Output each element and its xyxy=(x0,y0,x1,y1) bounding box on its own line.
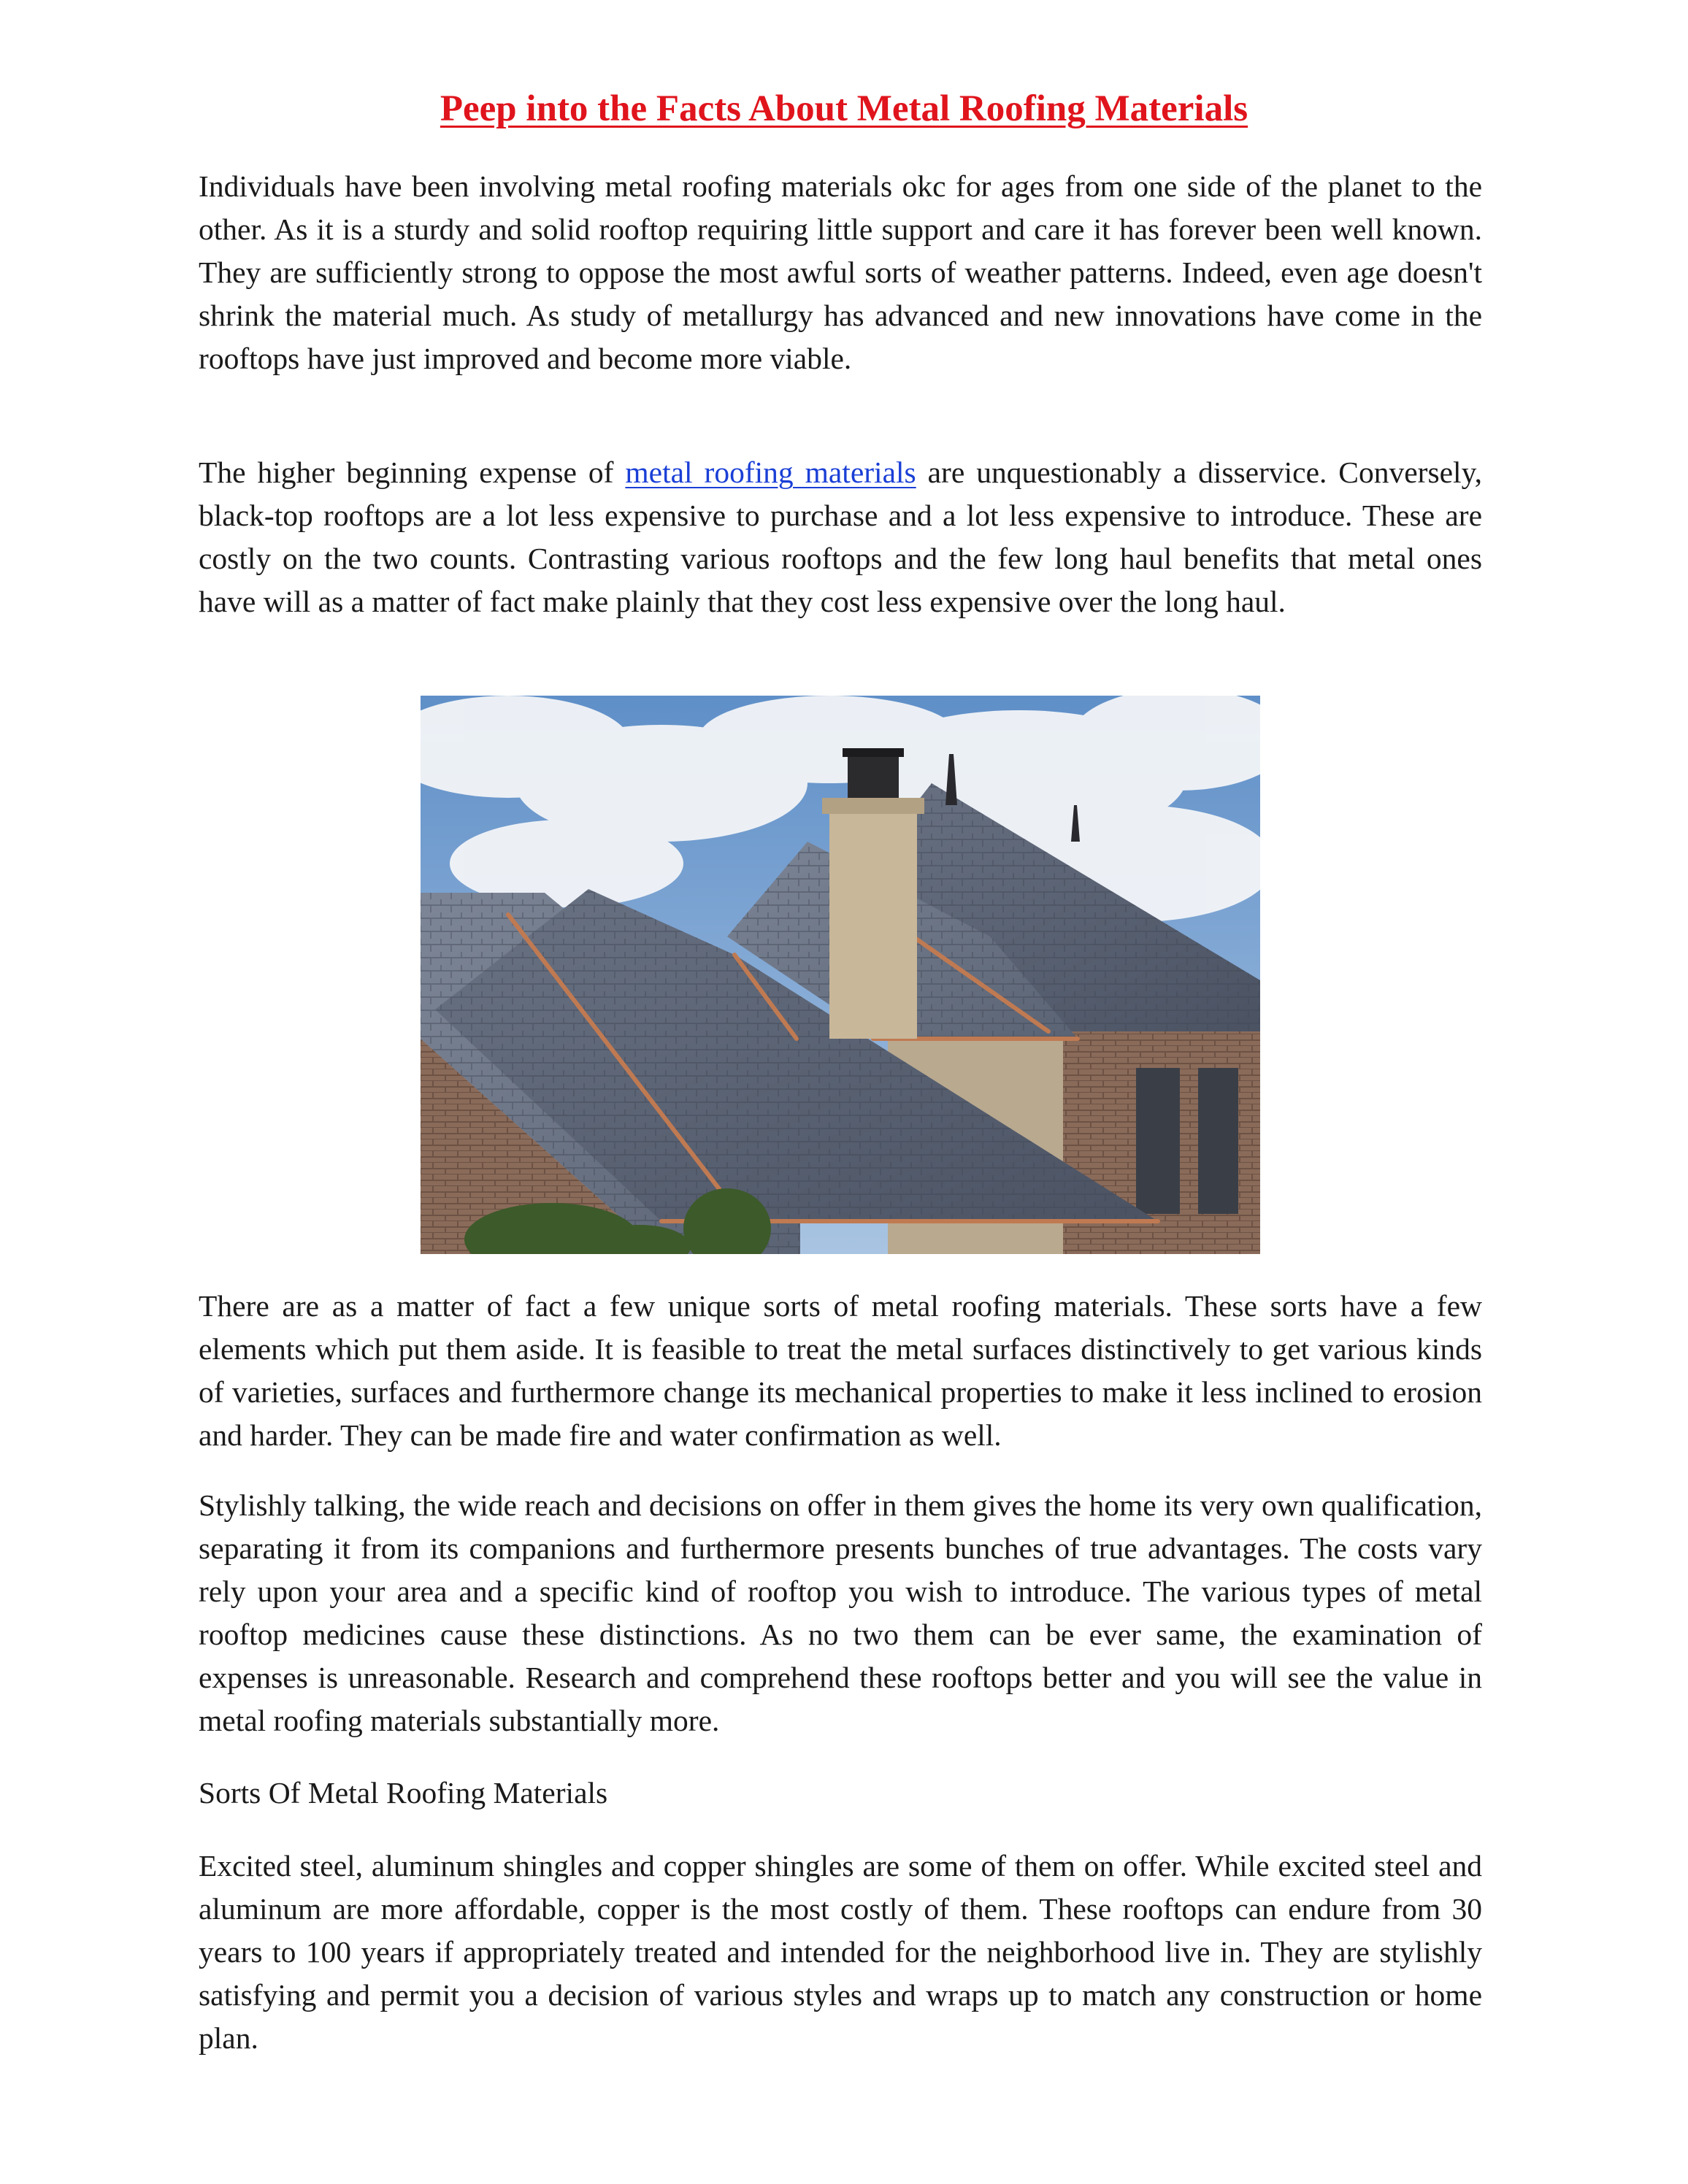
metal-roofing-materials-link[interactable]: metal roofing materials xyxy=(625,455,916,489)
document-title-text: Peep into the Facts About Metal Roofing Materials xyxy=(440,88,1248,129)
paragraph-expense xyxy=(199,451,1482,623)
paragraph-materials: Excited steel, aluminum shingles and copper shingles are some of them on offer. While excited steel and aluminum are more affordable, copper is the most costly of them. These rooftops can endure from 30 years to 100 years if appropriately treated and intended for the neighborhood live in. They are stylishly satisfying and permit you a decision of various styles and wraps up to match any construction or home plan. xyxy=(199,1849,1482,2055)
paragraph-types: There are as a matter of fact a few unique sorts of metal roofing materials. These sorts have a few elements which put them aside. It is feasible to treat the metal surfaces distinctively to get various kinds of varieties, surfaces and furthermore change its mechanical properties to make it less inclined to erosion and harder. They can be made fire and water confirmation as well. xyxy=(199,1289,1482,1452)
paragraph-intro: Individuals have been involving metal roofing materials okc for ages from one side of the planet to the other. As it is a sturdy and solid rooftop requiring little support and care it has forever been well known. They are sufficiently strong to oppose the most awful sorts of weather patterns. Indeed, even age doesn't shrink the material much. As study of metallurgy has advanced and new innovations have come in the rooftops have just improved and become more viable. xyxy=(199,169,1482,375)
document-title xyxy=(0,86,1688,131)
roof-photo xyxy=(421,696,1260,1254)
paragraph-style: Stylishly talking, the wide reach and decisions on offer in them gives the home its very own qualification, separating it from its companions and furthermore presents bunches of true advantages. The costs vary rely upon your area and a specific kind of rooftop you wish to introduce. The various types of metal rooftop medicines cause these distinctions. As no two them can be ever same, the examination of expenses is unreasonable. Research and comprehend these rooftops better and you will see the value in metal roofing materials substantially more. xyxy=(199,1488,1482,1737)
chimney xyxy=(829,805,917,1039)
paragraph-expense-rest: are unquestionably a disservice. Conversely, black-top rooftops are a lot less expensive to purchase and a lot less expensive to introduce. These are costly on the two counts. Contrasting various rooftops and the few long haul benefits that metal ones have will as a matter of fact make plainly that they cost less expensive over the long haul. xyxy=(199,455,1483,618)
paragraph-expense-lead: The higher beginning expense of xyxy=(199,455,626,489)
subheading-sorts: Sorts Of Metal Roofing Materials xyxy=(199,1776,608,1810)
